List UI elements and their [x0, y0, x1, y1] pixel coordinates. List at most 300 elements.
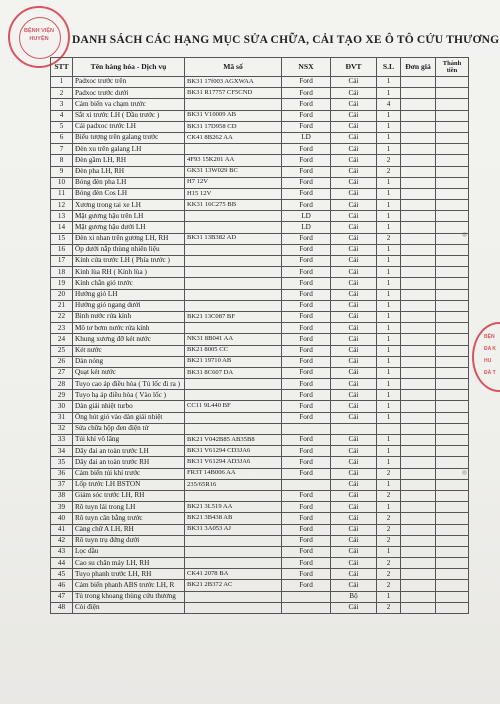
row-part-code: 4F93 15K201 AA [185, 155, 282, 166]
row-manufacturer: Ford [282, 166, 331, 177]
row-unit-price [401, 524, 436, 535]
row-quantity: 1 [377, 77, 401, 88]
row-unit-price [401, 311, 436, 322]
side-seal-text-4: ĐÀ T [484, 370, 496, 376]
row-amount [436, 479, 469, 490]
row-part-code [185, 222, 282, 233]
row-item-name: Dây đai an toàn trước RH [73, 457, 185, 468]
row-manufacturer: Ford [282, 177, 331, 188]
row-item-name: Biểu tượng trên galang trước [73, 132, 185, 143]
row-amount [436, 558, 469, 569]
row-amount [436, 155, 469, 166]
row-part-code [185, 412, 282, 423]
row-stt: 12 [51, 200, 73, 211]
row-unit-price [401, 144, 436, 155]
row-amount [436, 200, 469, 211]
row-item-name: Mặt gương hậu trên LH [73, 211, 185, 222]
row-unit-price [401, 513, 436, 524]
row-unit: Cái [331, 233, 377, 244]
header-stt: STT [51, 58, 73, 77]
row-stt: 26 [51, 356, 73, 367]
table-row [51, 457, 469, 468]
row-unit: Cái [331, 367, 377, 378]
row-part-code: BK31 8C607 DA [185, 367, 282, 378]
row-item-name: Kính chắn gió trước [73, 278, 185, 289]
row-unit: Cái [331, 278, 377, 289]
row-unit: Cái [331, 244, 377, 255]
row-part-code: BK31 R17757 CF5CND [185, 88, 282, 99]
table-row [51, 211, 469, 222]
row-amount [436, 423, 469, 434]
side-seal-text-3: HU [484, 358, 492, 364]
row-unit-price [401, 323, 436, 334]
row-unit-price [401, 502, 436, 513]
row-amount [436, 401, 469, 412]
row-unit-price [401, 267, 436, 278]
row-stt: 4 [51, 110, 73, 121]
row-item-name: Rô tuyn lái trong LH [73, 502, 185, 513]
row-part-code [185, 323, 282, 334]
row-part-code: BK21 V042B85 AB35B8 [185, 435, 282, 446]
row-quantity: 2 [377, 166, 401, 177]
row-manufacturer: Ford [282, 155, 331, 166]
row-amount [436, 300, 469, 311]
row-unit: Cái [331, 479, 377, 490]
row-part-code [185, 390, 282, 401]
row-unit-price [401, 390, 436, 401]
row-part-code: BK31 V61294 AD3JA6 [185, 457, 282, 468]
row-unit-price [401, 300, 436, 311]
row-part-code: BK31 17D958 CD [185, 121, 282, 132]
row-amount [436, 121, 469, 132]
row-stt: 45 [51, 569, 73, 580]
row-part-code [185, 256, 282, 267]
table-row [51, 121, 469, 132]
header-quantity: S.L [377, 58, 401, 77]
row-stt: 14 [51, 222, 73, 233]
row-part-code: CK41 2078 BA [185, 569, 282, 580]
row-part-code [185, 423, 282, 434]
row-quantity: 2 [377, 233, 401, 244]
row-item-name: Dây đai an toàn trước LH [73, 446, 185, 457]
row-item-name: Còi điện [73, 602, 185, 613]
row-amount [436, 244, 469, 255]
row-item-name: Xương trong tai xe LH [73, 200, 185, 211]
row-quantity: 1 [377, 311, 401, 322]
row-quantity: 2 [377, 580, 401, 591]
row-quantity: 2 [377, 468, 401, 479]
row-quantity: 1 [377, 591, 401, 602]
table-row [51, 367, 469, 378]
row-unit: Cái [331, 300, 377, 311]
table-row [51, 267, 469, 278]
row-quantity: 1 [377, 188, 401, 199]
row-item-name: Bình nước rửa kính [73, 311, 185, 322]
table-row [51, 546, 469, 557]
header-unit-price: Đơn giá [401, 58, 436, 77]
row-amount [436, 591, 469, 602]
row-quantity: 1 [377, 200, 401, 211]
row-unit: Cái [331, 502, 377, 513]
row-amount [436, 546, 469, 557]
table-row [51, 502, 469, 513]
row-quantity: 1 [377, 356, 401, 367]
row-part-code: KK31 16C275 BB [185, 200, 282, 211]
side-seal-text-2: ĐA K [484, 346, 497, 352]
row-stt: 11 [51, 188, 73, 199]
row-manufacturer: Ford [282, 524, 331, 535]
row-unit: Cái [331, 177, 377, 188]
row-manufacturer: Ford [282, 569, 331, 580]
table-row [51, 311, 469, 322]
row-manufacturer: Ford [282, 300, 331, 311]
row-amount [436, 256, 469, 267]
row-amount [436, 188, 469, 199]
row-unit-price [401, 345, 436, 356]
row-unit-price [401, 99, 436, 110]
row-stt: 8 [51, 155, 73, 166]
table-row [51, 558, 469, 569]
row-item-name: Sửa chữa hộp đen điện tử [73, 423, 185, 434]
row-stt: 39 [51, 502, 73, 513]
row-manufacturer: Ford [282, 244, 331, 255]
row-unit-price [401, 580, 436, 591]
side-seal-text-1: BỆN [484, 334, 495, 340]
row-manufacturer: Ford [282, 379, 331, 390]
row-unit: Cái [331, 188, 377, 199]
row-item-name: Đèn gầm LH, RH [73, 155, 185, 166]
header-amount: Thành tiền [436, 58, 469, 77]
row-amount [436, 490, 469, 501]
row-unit: Cái [331, 490, 377, 501]
row-stt: 1 [51, 77, 73, 88]
row-amount [436, 233, 469, 244]
table-row [51, 524, 469, 535]
row-quantity: 1 [377, 177, 401, 188]
row-unit: Cái [331, 267, 377, 278]
row-part-code [185, 490, 282, 501]
row-part-code [185, 267, 282, 278]
row-item-name: Đèn xi nhan trên gương LH, RH [73, 233, 185, 244]
row-unit: Cái [331, 144, 377, 155]
table-row [51, 177, 469, 188]
row-item-name: Tuyo phanh trước LH, RH [73, 569, 185, 580]
table-header-row [51, 58, 469, 77]
table-row [51, 200, 469, 211]
row-amount [436, 457, 469, 468]
row-amount [436, 311, 469, 322]
row-item-name: Cảm biến phanh ABS trước LH, R [73, 580, 185, 591]
row-item-name: Mặt gương hậu dưới LH [73, 222, 185, 233]
row-quantity: 1 [377, 211, 401, 222]
table-row [51, 379, 469, 390]
row-quantity: 2 [377, 490, 401, 501]
row-item-name: Dàn nóng [73, 356, 185, 367]
row-manufacturer: Ford [282, 144, 331, 155]
table-row [51, 323, 469, 334]
row-amount [436, 379, 469, 390]
row-amount [436, 468, 469, 479]
row-unit: Cái [331, 524, 377, 535]
row-manufacturer: Ford [282, 110, 331, 121]
row-quantity: 1 [377, 345, 401, 356]
row-quantity: 1 [377, 121, 401, 132]
row-part-code: BK31 V61294 CD3JA6 [185, 446, 282, 457]
row-amount [436, 77, 469, 88]
table-row [51, 602, 469, 613]
table-body [51, 77, 469, 614]
row-stt: 21 [51, 300, 73, 311]
row-amount [436, 110, 469, 121]
table-row [51, 233, 469, 244]
row-part-code: H7 12V [185, 177, 282, 188]
header-item-name: Tên hàng hóa - Dịch vụ [73, 58, 185, 77]
row-amount [436, 412, 469, 423]
row-manufacturer: Ford [282, 267, 331, 278]
row-part-code [185, 558, 282, 569]
header-unit: ĐVT [331, 58, 377, 77]
row-manufacturer: Ford [282, 356, 331, 367]
table-row [51, 356, 469, 367]
row-quantity: 1 [377, 334, 401, 345]
header-manufacturer: NSX [282, 58, 331, 77]
row-unit-price [401, 367, 436, 378]
row-stt: 37 [51, 479, 73, 490]
table-row [51, 244, 469, 255]
row-unit-price [401, 591, 436, 602]
seal-text-line-1: BỆNH VIỆN [24, 28, 54, 34]
row-manufacturer: Ford [282, 367, 331, 378]
row-unit-price [401, 401, 436, 412]
row-manufacturer: Ford [282, 558, 331, 569]
row-quantity: 1 [377, 244, 401, 255]
row-stt: 9 [51, 166, 73, 177]
row-amount [436, 446, 469, 457]
row-unit-price [401, 177, 436, 188]
row-part-code: CC11 9L440 BF [185, 401, 282, 412]
row-amount [436, 211, 469, 222]
row-stt: 16 [51, 244, 73, 255]
row-part-code: 235/65R16 [185, 479, 282, 490]
row-stt: 35 [51, 457, 73, 468]
row-quantity: 2 [377, 569, 401, 580]
row-quantity: 1 [377, 367, 401, 378]
row-item-name: Sắt xi trước LH ( Dầu trước ) [73, 110, 185, 121]
table-row [51, 155, 469, 166]
row-unit: Cái [331, 457, 377, 468]
row-stt: 41 [51, 524, 73, 535]
row-manufacturer: Ford [282, 278, 331, 289]
row-quantity: 1 [377, 390, 401, 401]
row-unit-price [401, 289, 436, 300]
row-manufacturer: Ford [282, 435, 331, 446]
row-item-name: Tuyo hạ áp điều hòa ( Vào lốc ) [73, 390, 185, 401]
row-item-name: Càng chữ A LH, RH [73, 524, 185, 535]
row-unit: Cái [331, 121, 377, 132]
row-unit-price [401, 379, 436, 390]
table-row [51, 144, 469, 155]
row-amount [436, 278, 469, 289]
row-manufacturer: Ford [282, 580, 331, 591]
row-quantity: 1 [377, 323, 401, 334]
row-item-name: Khung xương đỡ két nước [73, 334, 185, 345]
row-unit-price [401, 121, 436, 132]
table-row [51, 591, 469, 602]
row-unit: Cái [331, 334, 377, 345]
row-item-name: Ống hút gió vào dàn giải nhiệt [73, 412, 185, 423]
row-unit-price [401, 244, 436, 255]
row-unit-price [401, 77, 436, 88]
row-unit-price [401, 479, 436, 490]
row-part-code: BK21 3L519 AA [185, 502, 282, 513]
row-unit: Cái [331, 580, 377, 591]
table-row [51, 166, 469, 177]
row-item-name: Kính lùa RH ( Kính lùa ) [73, 267, 185, 278]
row-unit-price [401, 558, 436, 569]
row-unit: Cái [331, 222, 377, 233]
row-manufacturer: LD [282, 132, 331, 143]
row-part-code [185, 546, 282, 557]
table-row [51, 110, 469, 121]
row-item-name: Tuyo cao áp điều hòa ( Tủ lốc đi ra ) [73, 379, 185, 390]
row-amount [436, 222, 469, 233]
row-quantity: 1 [377, 222, 401, 233]
row-unit-price [401, 155, 436, 166]
row-unit: Cái [331, 155, 377, 166]
row-stt: 46 [51, 580, 73, 591]
row-unit: Cái [331, 289, 377, 300]
row-amount [436, 323, 469, 334]
row-quantity: 1 [377, 401, 401, 412]
row-quantity: 1 [377, 379, 401, 390]
row-amount [436, 289, 469, 300]
row-amount [436, 569, 469, 580]
row-item-name: Cao su chân máy LH, RH [73, 558, 185, 569]
row-unit-price [401, 188, 436, 199]
row-quantity: 1 [377, 546, 401, 557]
header-part-code: Mã số [185, 58, 282, 77]
row-unit: Cái [331, 77, 377, 88]
row-manufacturer: Ford [282, 513, 331, 524]
table-row [51, 569, 469, 580]
row-part-code [185, 300, 282, 311]
row-quantity: 2 [377, 524, 401, 535]
row-item-name: Padxoc trước trên [73, 77, 185, 88]
row-item-name: Két nước [73, 345, 185, 356]
row-manufacturer [282, 602, 331, 613]
row-stt: 20 [51, 289, 73, 300]
table-row [51, 278, 469, 289]
row-unit-price [401, 435, 436, 446]
row-quantity: 2 [377, 513, 401, 524]
row-unit-price [401, 278, 436, 289]
row-item-name: Đèn xu trên galang LH [73, 144, 185, 155]
row-manufacturer: Ford [282, 99, 331, 110]
row-stt: 30 [51, 401, 73, 412]
row-item-name: Rô tuyn trụ đứng dưới [73, 535, 185, 546]
row-manufacturer: Ford [282, 256, 331, 267]
row-unit-price [401, 132, 436, 143]
table-row [51, 334, 469, 345]
row-quantity: 1 [377, 278, 401, 289]
row-unit-price [401, 256, 436, 267]
table-row [51, 188, 469, 199]
row-manufacturer: Ford [282, 546, 331, 557]
row-amount [436, 177, 469, 188]
table-row [51, 513, 469, 524]
row-item-name: Rô tuyn cân bằng trước [73, 513, 185, 524]
row-amount [436, 88, 469, 99]
row-stt: 3 [51, 99, 73, 110]
seal-text-line-2: HUYỆN [29, 36, 49, 42]
table-row [51, 77, 469, 88]
row-stt: 31 [51, 412, 73, 423]
row-item-name: Dàn giải nhiệt turbo [73, 401, 185, 412]
row-quantity: 1 [377, 110, 401, 121]
row-item-name: Padxoc trước dưới [73, 88, 185, 99]
row-stt: 19 [51, 278, 73, 289]
row-part-code: NK31 8B041 AA [185, 334, 282, 345]
row-manufacturer [282, 591, 331, 602]
table-row [51, 580, 469, 591]
row-manufacturer: LD [282, 211, 331, 222]
row-stt: 40 [51, 513, 73, 524]
row-unit-price [401, 222, 436, 233]
row-unit: Cái [331, 569, 377, 580]
row-unit: Cái [331, 390, 377, 401]
table-row [51, 99, 469, 110]
row-item-name: Cảm biến va chạm trước [73, 99, 185, 110]
row-stt: 48 [51, 602, 73, 613]
row-unit: Cái [331, 345, 377, 356]
table-row [51, 390, 469, 401]
table-row [51, 468, 469, 479]
row-amount [436, 144, 469, 155]
row-quantity: 1 [377, 446, 401, 457]
row-stt: 10 [51, 177, 73, 188]
row-unit-price [401, 88, 436, 99]
repair-items-table [50, 57, 469, 614]
row-unit: Cái [331, 211, 377, 222]
table-row [51, 435, 469, 446]
row-stt: 47 [51, 591, 73, 602]
table-row [51, 88, 469, 99]
row-quantity: 2 [377, 535, 401, 546]
row-unit-price [401, 200, 436, 211]
row-manufacturer: Ford [282, 401, 331, 412]
row-stt: 5 [51, 121, 73, 132]
row-stt: 18 [51, 267, 73, 278]
row-part-code: FR3T 14B006 AA [185, 468, 282, 479]
row-unit-price [401, 569, 436, 580]
row-part-code: BK31 17f003 AGXWAA [185, 77, 282, 88]
row-unit-price [401, 457, 436, 468]
row-manufacturer [282, 423, 331, 434]
row-quantity: 1 [377, 256, 401, 267]
row-quantity: 1 [377, 435, 401, 446]
row-stt: 2 [51, 88, 73, 99]
row-part-code: CK41 8B262 AA [185, 132, 282, 143]
row-manufacturer [282, 479, 331, 490]
row-unit: Cái [331, 401, 377, 412]
row-quantity: 1 [377, 144, 401, 155]
row-item-name: Tủ trong khoang thùng cứu thương [73, 591, 185, 602]
row-unit: Cái [331, 200, 377, 211]
row-manufacturer: Ford [282, 457, 331, 468]
row-manufacturer: Ford [282, 200, 331, 211]
row-item-name: Kính cửa trước LH ( Phía trước ) [73, 256, 185, 267]
row-item-name: Hướng gió LH [73, 289, 185, 300]
